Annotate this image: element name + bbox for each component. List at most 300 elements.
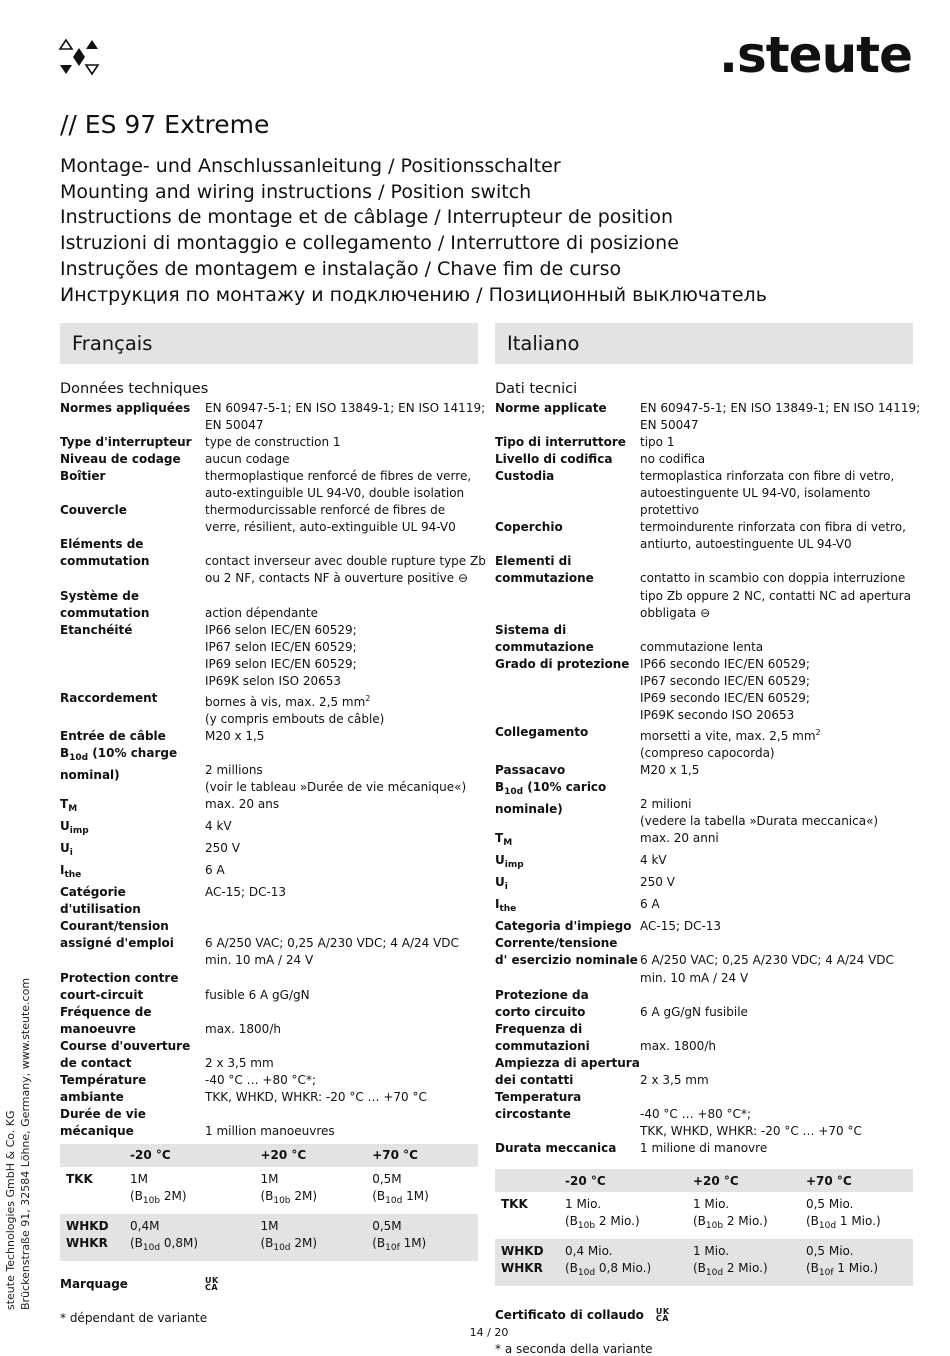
table-cell xyxy=(254,1214,366,1261)
spec-key: commutation xyxy=(60,605,150,620)
spec-value: tipo 1 xyxy=(640,435,675,450)
table-cell-value: 0,5M xyxy=(372,1218,402,1233)
language-header-fr: Français xyxy=(60,323,478,364)
steute-symbol-icon xyxy=(58,38,100,76)
section-title-it: Dati tecnici xyxy=(495,381,578,397)
spec-row-tm xyxy=(495,830,913,852)
spec-key: Fréquence de xyxy=(60,1004,152,1019)
spec-row-ithe xyxy=(60,862,478,884)
table-row xyxy=(60,1167,478,1214)
table-header: -20 °C xyxy=(559,1169,687,1192)
spec-key: manoeuvre xyxy=(60,1021,136,1036)
spec-value: termoindurente rinforzata con fibra di vetro, xyxy=(640,520,906,535)
spec-value: IP66 selon IEC/EN 60529; xyxy=(205,622,357,637)
subscript: i xyxy=(69,848,73,859)
spec-value: verre, résilient, auto-extinguible UL 94-V0 xyxy=(205,520,456,535)
spec-value: min. 10 mA / 24 V xyxy=(640,970,749,985)
spec-key: corto circuito xyxy=(495,1004,586,1019)
spec-row-temperature xyxy=(60,1072,478,1106)
spec-value: aucun codage xyxy=(205,452,290,467)
subscript: 10f xyxy=(818,1268,834,1279)
spec-value: thermoplastique renforcé de fibres de verre, xyxy=(205,469,472,484)
subscript: 10f xyxy=(385,1242,400,1253)
spec-key: T xyxy=(60,797,69,812)
spec-key: U xyxy=(495,875,505,890)
section-title-fr: Données techniques xyxy=(60,381,209,397)
spec-value: IP66 secondo IEC/EN 60529; xyxy=(640,656,810,671)
spec-row-b10d xyxy=(495,779,913,830)
column-francais xyxy=(60,323,486,1325)
table-cell xyxy=(366,1167,478,1214)
superscript: 2 xyxy=(815,727,821,737)
table-row-label: WHKR xyxy=(501,1261,543,1276)
spec-row-coperchio xyxy=(495,519,913,553)
spec-value: AC-15; DC-13 xyxy=(205,885,287,900)
page-title: // ES 97 Extreme xyxy=(60,110,270,139)
spec-value: tipo Zb oppure 2 NC, contatti NC ad apertura xyxy=(640,588,911,603)
ukca-line: UK xyxy=(655,1307,670,1317)
table-cell-value: 1M xyxy=(260,1218,279,1233)
table-cell-value: 0,5M xyxy=(372,1171,402,1186)
spec-row-duree xyxy=(60,1106,478,1140)
table-cell-value: 1 Mio.) xyxy=(833,1261,879,1276)
spec-value: 4 kV xyxy=(205,819,232,834)
company-address-vertical xyxy=(3,978,33,1310)
spec-row-ui xyxy=(495,874,913,896)
spec-value: IP67 selon IEC/EN 60529; xyxy=(205,639,357,654)
spec-key: Normes appliquées xyxy=(60,401,191,415)
company-name: steute Technologies GmbH & Co. KG xyxy=(4,1110,17,1310)
table-cell-value: 1 Mio. xyxy=(565,1197,602,1212)
spec-value: antiurto, autoestinguente UL 94-V0 xyxy=(640,537,852,552)
spec-value: 250 V xyxy=(640,875,675,890)
spec-row-uimp xyxy=(60,818,478,840)
spec-key: court-circuit xyxy=(60,987,144,1002)
spec-row-courant xyxy=(60,918,478,969)
spec-row-collegamento xyxy=(495,724,913,762)
spec-value: (compreso capocorda) xyxy=(640,745,775,760)
spec-key: circostante xyxy=(495,1106,571,1121)
spec-row-ui xyxy=(60,840,478,862)
spec-key: I xyxy=(495,897,500,912)
spec-value: 6 A/250 VAC; 0,25 A/230 VDC; 4 A/24 VDC xyxy=(205,936,459,951)
spec-value: max. 20 anni xyxy=(640,831,719,846)
table-row-label: WHKD xyxy=(66,1218,109,1233)
spec-value: 6 A gG/gN fusibile xyxy=(640,1004,748,1019)
spec-value: 4 kV xyxy=(640,853,667,868)
table-cell xyxy=(559,1239,687,1286)
spec-key: Niveau de codage xyxy=(60,452,181,467)
spec-key: Protection contre xyxy=(60,970,179,985)
spec-row-tm xyxy=(60,796,478,818)
subscript: 10d xyxy=(385,1195,403,1206)
table-cell-value: (B xyxy=(372,1235,386,1250)
table-header: +20 °C xyxy=(687,1169,800,1192)
subscript: the xyxy=(64,870,82,881)
spec-row-corrente xyxy=(495,935,913,986)
spec-value: 2 x 3,5 mm xyxy=(205,1055,274,1070)
table-cell-value: (B xyxy=(130,1235,143,1250)
spec-value: contatto in scambio con doppia interruzione xyxy=(640,571,906,586)
spec-value: TKK, WHKD, WHKR: -20 °C … +70 °C xyxy=(205,1089,427,1104)
spec-row-raccordement xyxy=(60,690,478,728)
spec-row-boitier xyxy=(60,468,478,502)
spec-row-type xyxy=(60,434,478,451)
spec-value: (voir le tableau »Durée de vie mécanique«) xyxy=(205,780,467,795)
spec-row-elements xyxy=(60,536,486,587)
spec-row-ampiezza xyxy=(495,1055,913,1089)
spec-row-grado xyxy=(495,656,913,724)
table-cell xyxy=(366,1214,478,1261)
superscript: 2 xyxy=(365,693,371,703)
spec-row-categoria xyxy=(495,918,913,935)
spec-value: max. 1800/h xyxy=(640,1038,716,1053)
subscript: 10d xyxy=(705,1268,724,1279)
spec-key: Ampiezza di apertura xyxy=(495,1055,640,1070)
spec-value: min. 10 mA / 24 V xyxy=(205,953,314,968)
table-cell-value: 1 Mio. xyxy=(692,1197,730,1212)
subscript: 10d xyxy=(273,1242,291,1253)
spec-row-uimp xyxy=(495,852,913,874)
column-italiano xyxy=(495,323,921,1356)
table-cell xyxy=(800,1192,913,1239)
spec-key: de contact xyxy=(60,1055,132,1070)
spec-value: max. 20 ans xyxy=(205,797,280,812)
spec-value: morsetti a vite, max. 2,5 mm xyxy=(640,728,816,743)
table-cell-value: 1 Mio.) xyxy=(836,1214,881,1229)
company-address: Brückenstraße 91, 32584 Löhne, Germany, www.steute.com xyxy=(19,977,32,1310)
spec-row-couvercle xyxy=(60,502,478,536)
table-cell-value: (B xyxy=(565,1261,578,1276)
spec-key: (10% carico xyxy=(523,780,607,795)
table-cell-value: 0,8 Mio.) xyxy=(595,1261,652,1276)
footnote-fr: * dépendant de variante xyxy=(60,1310,208,1325)
table-cell-value: 2 Mio.) xyxy=(723,1261,768,1276)
spec-value: termoplastica rinforzata con fibre di vetro, xyxy=(640,469,895,484)
spec-value: obbligata xyxy=(640,605,697,620)
table-header-row xyxy=(495,1169,913,1192)
ukca-mark-icon xyxy=(656,1308,670,1322)
spec-value: auto-extinguible UL 94-V0, double isolation xyxy=(205,486,465,501)
spec-key: B xyxy=(495,780,505,795)
spec-value: IP69 selon IEC/EN 60529; xyxy=(205,656,357,671)
table-cell-value: (B xyxy=(372,1188,386,1203)
subscript: M xyxy=(503,838,513,849)
spec-value: no codifica xyxy=(640,452,706,467)
spec-key: Couvercle xyxy=(60,503,127,518)
table-header: +70 °C xyxy=(800,1169,913,1192)
spec-value: IP69K secondo ISO 20653 xyxy=(640,707,795,722)
subscript: 10d xyxy=(577,1268,596,1279)
spec-key: T xyxy=(495,831,504,846)
spec-value: (vedere la tabella »Durata meccanica«) xyxy=(640,814,879,829)
spec-value: 2 millions xyxy=(205,762,263,777)
spec-value: EN 50047 xyxy=(205,418,264,433)
spec-key: Eléments de xyxy=(60,537,144,552)
spec-value: thermodurcissable renforcé de fibres de xyxy=(205,503,446,518)
table-cell-value: 0,4 Mio. xyxy=(565,1244,613,1259)
spec-key: Sistema di xyxy=(495,622,567,637)
spec-value: -40 °C … +80 °C*; xyxy=(640,1106,751,1121)
table-row xyxy=(495,1192,913,1239)
table-cell-value: (B xyxy=(692,1214,706,1229)
subtitle-it: Istruzioni di montaggio e collegamento / Interruttore di posizione xyxy=(60,232,679,255)
table-cell-value: 2M) xyxy=(290,1188,318,1203)
table-cell-value: 0,5 Mio. xyxy=(805,1244,854,1259)
spec-value: M20 x 1,5 xyxy=(205,728,265,743)
spec-value: -40 °C … +80 °C*; xyxy=(205,1072,316,1087)
spec-row-codage xyxy=(60,451,478,468)
ukca-line: CA xyxy=(205,1282,219,1292)
spec-key: Grado di protezione xyxy=(495,656,630,671)
spec-row-durata xyxy=(495,1140,913,1157)
spec-key: Temperatura xyxy=(495,1089,582,1104)
table-cell-value: (B xyxy=(805,1214,819,1229)
spec-key: B xyxy=(60,745,70,760)
subscript: 10d xyxy=(69,752,89,763)
page-number: 14 / 20 xyxy=(469,1326,509,1339)
subscript: imp xyxy=(504,860,524,871)
spec-key: Température ambiante xyxy=(60,1072,147,1104)
subscript: 10d xyxy=(504,787,524,798)
spec-key: Durée de vie xyxy=(60,1106,146,1121)
spec-row-temperatura xyxy=(495,1089,913,1140)
subscript: M xyxy=(68,804,78,815)
certificate-row-it xyxy=(495,1308,913,1322)
spec-value: type de construction 1 xyxy=(205,435,341,450)
spec-key: Catégorie d'utilisation xyxy=(60,885,141,917)
spec-row-sistema xyxy=(495,622,913,656)
spec-key: mécanique xyxy=(60,1123,134,1138)
spec-key: Coperchio xyxy=(495,520,563,535)
spec-key: I xyxy=(60,863,65,878)
subscript: 10d xyxy=(142,1242,161,1253)
spec-key: Livello di codifica xyxy=(495,452,613,467)
spec-key: Entrée de câble xyxy=(60,728,166,743)
table-cell xyxy=(800,1239,913,1286)
spec-value: action dépendante xyxy=(205,605,319,620)
table-cell-value: 2M) xyxy=(290,1235,318,1250)
table-cell-value: 1M xyxy=(130,1171,148,1186)
spec-value: 250 V xyxy=(205,841,240,856)
spec-row-systeme xyxy=(60,588,478,622)
spec-value: 6 A xyxy=(205,863,225,878)
spec-row-frequenza xyxy=(495,1021,913,1055)
mechanical-life-table-it xyxy=(495,1169,913,1286)
marking-label: Marquage xyxy=(60,1276,128,1291)
spec-value: commutazione lenta xyxy=(640,639,764,654)
table-cell-value: (B xyxy=(692,1261,706,1276)
subtitle-de: Montage- und Anschlussanleitung / Positionsschalter xyxy=(60,155,561,177)
spec-key: Durata meccanica xyxy=(495,1140,617,1155)
spec-value: 2 x 3,5 mm xyxy=(640,1072,709,1087)
spec-row-passacavo xyxy=(495,762,913,779)
subtitle-fr: Instructions de montage et de câblage / Interrupteur de position xyxy=(60,206,674,229)
mechanical-life-table-fr xyxy=(60,1144,478,1261)
spec-value: IP69K selon ISO 20653 xyxy=(205,673,342,688)
subtitle-en: Mounting and wiring instructions / Position switch xyxy=(60,180,532,203)
spec-row-codifica xyxy=(495,451,913,468)
subscript: 10d xyxy=(818,1221,837,1232)
spec-value: M20 x 1,5 xyxy=(640,762,700,777)
spec-key: Courant/tension xyxy=(60,919,169,934)
spec-row-course xyxy=(60,1038,478,1072)
subscript: 10b xyxy=(142,1195,161,1206)
spec-key: Raccordement xyxy=(60,690,158,705)
spec-key: U xyxy=(60,819,70,834)
spec-row-protezione xyxy=(495,987,913,1021)
spec-key: Categoria d'impiego xyxy=(495,919,632,934)
table-header: +70 °C xyxy=(366,1144,478,1167)
table-row-label: TKK xyxy=(501,1197,528,1212)
spec-list-fr xyxy=(60,400,486,1140)
subscript: 10b xyxy=(705,1221,724,1232)
ukca-line: CA xyxy=(655,1314,669,1324)
table-header xyxy=(60,1144,124,1167)
spec-row-categorie xyxy=(60,884,478,918)
spec-row-tipo xyxy=(495,434,913,451)
positive-opening-icon: ⊖ xyxy=(700,605,711,620)
spec-value: 2 milioni xyxy=(640,797,692,812)
spec-row-ithe xyxy=(495,896,913,918)
subtitle-list xyxy=(60,154,767,308)
table-cell xyxy=(687,1239,800,1286)
table-header: -20 °C xyxy=(124,1144,254,1167)
table-cell-value: (B xyxy=(260,1188,274,1203)
spec-key: (10% charge xyxy=(88,745,178,760)
spec-key: Norme applicate xyxy=(495,401,607,415)
table-cell-value: (B xyxy=(805,1261,819,1276)
spec-value: IP67 secondo IEC/EN 60529; xyxy=(640,673,810,688)
spec-key: Type d'interrupteur xyxy=(60,435,192,450)
table-cell xyxy=(687,1192,800,1239)
spec-key: Système de xyxy=(60,588,140,603)
spec-value: bornes à vis, max. 2,5 mm xyxy=(205,694,366,709)
spec-row-norme xyxy=(495,400,921,434)
table-cell-value: (B xyxy=(260,1235,274,1250)
table-header: +20 °C xyxy=(254,1144,366,1167)
spec-key: commutazioni xyxy=(495,1038,590,1053)
spec-key: Collegamento xyxy=(495,724,589,739)
subscript: i xyxy=(504,882,508,893)
spec-key: Elementi di xyxy=(495,554,572,569)
spec-list-it xyxy=(495,400,921,1157)
table-cell-value: 1M) xyxy=(402,1188,429,1203)
spec-value: fusible 6 A gG/gN xyxy=(205,987,310,1002)
marking-row-fr xyxy=(60,1277,478,1291)
spec-key: Custodia xyxy=(495,469,555,484)
spec-value: 6 A/250 VAC; 0,25 A/230 VDC; 4 A/24 VDC xyxy=(640,953,894,968)
subscript: 10b xyxy=(273,1195,291,1206)
subscript: the xyxy=(499,904,517,915)
spec-key: assigné d'emploi xyxy=(60,936,174,951)
spec-value: 6 A xyxy=(640,897,660,912)
spec-key: Boîtier xyxy=(60,469,106,484)
spec-key: Frequenza di xyxy=(495,1021,583,1036)
table-header-row xyxy=(60,1144,478,1167)
spec-key: dei contatti xyxy=(495,1072,574,1087)
table-row-label: WHKR xyxy=(66,1235,108,1250)
spec-key: d' esercizio nominale xyxy=(495,953,638,968)
table-cell xyxy=(124,1167,254,1214)
spec-row-protection xyxy=(60,970,478,1004)
spec-key: U xyxy=(495,853,505,868)
spec-row-frequence xyxy=(60,1004,478,1038)
table-row xyxy=(495,1239,913,1286)
spec-row-entree xyxy=(60,728,478,745)
spec-value: autoestinguente UL 94-V0, isolamento xyxy=(640,486,871,501)
table-header xyxy=(495,1169,559,1192)
spec-key: nominal) xyxy=(60,767,120,782)
certificate-label: Certificato di collaudo xyxy=(495,1308,644,1323)
spec-value: AC-15; DC-13 xyxy=(640,919,722,934)
brand-logo: .steute xyxy=(719,26,912,84)
spec-value: EN 60947-5-1; EN ISO 13849-1; EN ISO 14119; xyxy=(205,401,486,415)
table-cell-value: (B xyxy=(130,1188,143,1203)
table-cell-value: 2 Mio.) xyxy=(723,1214,768,1229)
table-row-label: TKK xyxy=(66,1171,93,1186)
table-cell xyxy=(254,1167,366,1214)
table-cell-value: 2 Mio.) xyxy=(595,1214,640,1229)
ukca-line: UK xyxy=(205,1275,219,1285)
spec-key: U xyxy=(60,841,70,856)
ukca-mark-icon xyxy=(205,1277,219,1291)
subtitle-pt: Instruções de montagem e instalação / Chave fim de curso xyxy=(60,257,622,280)
table-cell-value: 0,8M) xyxy=(160,1235,199,1250)
spec-key: Etanchéité xyxy=(60,622,133,637)
spec-key: commutation xyxy=(60,554,150,569)
spec-row-custodia xyxy=(495,468,913,519)
spec-key: Corrente/tensione xyxy=(495,936,618,951)
spec-key: Protezione da xyxy=(495,987,589,1002)
table-cell-value: 0,5 Mio. xyxy=(805,1197,854,1212)
spec-key: Tipo di interruttore xyxy=(495,435,626,450)
table-cell-value: 1M xyxy=(260,1171,279,1186)
spec-value: (y compris embouts de câble) xyxy=(205,711,385,726)
spec-value: EN 60947-5-1; EN ISO 13849-1; EN ISO 14119; xyxy=(640,401,921,415)
table-cell-value: 2M) xyxy=(160,1188,187,1203)
spec-key: Course d'ouverture xyxy=(60,1038,191,1053)
spec-value: contact inverseur avec double rupture type Zb xyxy=(205,554,486,569)
spec-row-b10d xyxy=(60,745,478,796)
spec-key: nominale) xyxy=(495,802,563,817)
subtitle-ru: Инструкция по монтажу и подключению / Позиционный выключатель xyxy=(60,283,767,306)
spec-key: commutazione xyxy=(495,639,594,654)
table-row-label: WHKD xyxy=(501,1244,544,1259)
spec-row-etancheite xyxy=(60,622,478,690)
spec-value: 1 million manoeuvres xyxy=(205,1123,335,1138)
table-cell xyxy=(559,1192,687,1239)
table-cell-value: (B xyxy=(565,1214,578,1229)
footnote-it: * a seconda della variante xyxy=(495,1342,653,1356)
spec-value: EN 50047 xyxy=(640,418,699,433)
spec-value: TKK, WHKD, WHKR: -20 °C … +70 °C xyxy=(640,1123,862,1138)
spec-value: IP69 secondo IEC/EN 60529; xyxy=(640,690,810,705)
language-header-it: Italiano xyxy=(495,323,913,364)
positive-opening-icon: ⊖ xyxy=(458,571,469,586)
spec-row-normes xyxy=(60,400,486,434)
spec-value: ou 2 NF, contacts NF à ouverture positive xyxy=(205,571,455,586)
spec-row-elementi xyxy=(495,553,913,621)
table-row xyxy=(60,1214,478,1261)
table-cell-value: 1M) xyxy=(399,1235,427,1250)
spec-value: 1 milione di manovre xyxy=(640,1140,768,1155)
spec-key: commutazione xyxy=(495,571,594,586)
subscript: 10b xyxy=(577,1221,596,1232)
table-cell xyxy=(124,1214,254,1261)
table-cell-value: 1 Mio. xyxy=(692,1244,730,1259)
subscript: imp xyxy=(69,826,89,837)
